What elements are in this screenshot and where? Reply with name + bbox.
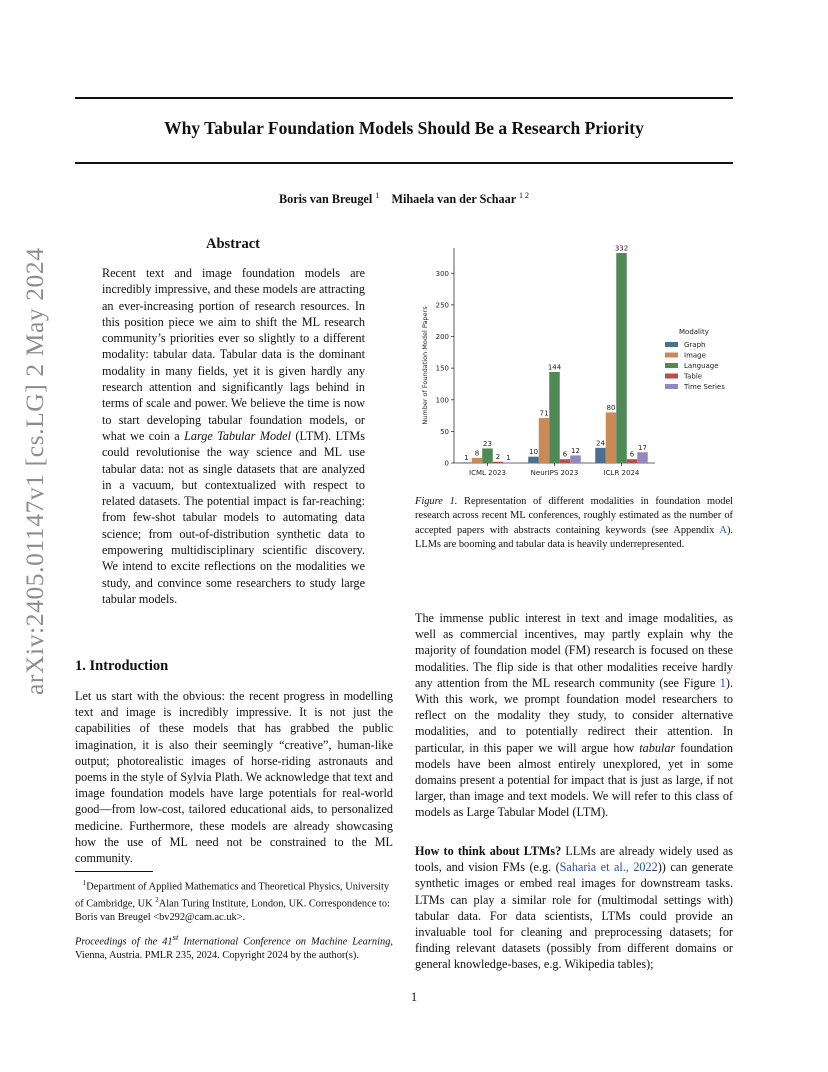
bar-data-label: 1: [464, 453, 469, 462]
bar-data-label: 6: [629, 450, 635, 459]
bar-table: [493, 462, 504, 463]
bar-time-series: [570, 455, 581, 463]
figure-1-chart: [410, 238, 740, 488]
bar-data-label: 17: [638, 443, 647, 452]
y-tick-label: 0: [444, 459, 449, 468]
bar-data-label: 80: [606, 403, 616, 412]
bar-data-label: 12: [571, 446, 580, 455]
legend-swatch: [665, 374, 678, 379]
top-rule: [75, 97, 733, 99]
legend-title: Modality: [679, 328, 709, 336]
bar-table: [560, 459, 571, 463]
intro-heading: 1. Introduction: [75, 658, 169, 674]
arxiv-stamp: arXiv:2405.01147v1 [cs.LG] 2 May 2024: [20, 247, 49, 695]
legend-entry: Graph: [684, 341, 706, 349]
abstract-body: Recent text and image foundation models are incredibly impressive, and these models are attracting an ever-increasing portion of research resources. In this position piece we aim to shift the ML research community’s priorities ever so slightly to a different modality: tabular data. Tabular data is the dominant modality in many fields, yet it is given hardly any research attention and significantly lags behind in terms of scale and power. We believe the time is now to start developing tabular foundation models, or what we coin a Large Tabular Model (LTM). LTMs could revolutionise the way science and ML use tabular data: not as single datasets that are analyzed in a vacuum, but contextualized with respect to related datasets. The potential impact is far-reaching: from few-shot tabular models to automating data science; from out-of-distribution synthetic data to empowering multidisciplinary scientific discovery. We intend to excite reflections on the modalities we study, and convince some researchers to study large tabular models.: [102, 266, 366, 606]
y-tick-label: 50: [440, 427, 449, 436]
saharia-citation-link[interactable]: Saharia et al., 2022: [559, 860, 658, 875]
y-tick-label: 250: [435, 301, 449, 310]
legend-entry: Language: [684, 362, 719, 370]
bar-table: [627, 459, 638, 463]
y-tick-label: 300: [435, 269, 449, 278]
bar-data-label: 24: [596, 439, 605, 448]
y-tick-label: 100: [435, 396, 449, 405]
bar-time-series: [503, 462, 514, 463]
author-1: Boris van Breugel: [279, 192, 373, 207]
legend-swatch: [665, 363, 678, 368]
y-tick-label: 150: [435, 364, 449, 373]
x-tick-label: ICML 2023: [469, 469, 506, 477]
right-paragraph-2: How to think about LTMs? LLMs are already widely used as tools, and vision FMs (e.g. (Saharia et al., 2022)) can generate synthetic images or embed real images for downstream tasks. LTMs can play a similar role for (multimodal settings with) tabular data. For data scientists, LTMs could provide an invaluable tool for cleaning and preprocessing datasets; for finding relevant datasets (possibly from different domains or general knowledge-bases, e.g. Wikipedia tables);: [415, 844, 733, 972]
proceedings-note: Proceedings of the 41st International Conference on Machine Learning, Vienna, Austria. PMLR 235, 2024. Copyright 2024 by the author(s).: [75, 932, 393, 961]
bar-graph: [461, 462, 472, 463]
x-tick-label: ICLR 2024: [603, 469, 640, 477]
page-number: 1: [410, 990, 418, 1004]
bar-data-label: 10: [529, 448, 538, 457]
bar-data-label: 6: [562, 450, 568, 459]
bar-language: [482, 448, 493, 463]
abstract-heading: Abstract: [206, 236, 260, 252]
bar-data-label: 144: [547, 363, 562, 372]
bar-graph: [528, 457, 539, 463]
footnote-affiliations: $^1$Department of Applied Mathematics and Theoretical Physics, University of Cambridge, UK $^2$Alan Turing Institute, London, UK. Correspondence to: Boris van Breugel <bv292@cam.ac.uk>.: [75, 879, 390, 923]
legend-entry: Image: [684, 351, 706, 360]
author-2: Mihaela van der Schaar: [391, 192, 516, 207]
intro-paragraph: Let us start with the obvious: the recent progress in modelling text and image is incredibly impressive. It is not just the capabilities of these models that has grabbed the public imagination, it is also their seemingly “creative”, human-like output; photorealistic images of horse-riding astronauts and poems in the style of Sylvia Plath. We acknowledge that text and image foundation models have large potentials for real-world good—from low-cost, tailored educational aids, to personalized medicine. Furthermore, these models are already showcasing how the use of ML need not be constrained to the ML community.: [75, 689, 393, 866]
x-tick-label: NeurIPS 2023: [530, 469, 579, 477]
bar-data-label: 332: [614, 244, 629, 253]
footnote-rule: [75, 871, 153, 872]
y-axis-label: Number of Foundation Model Papers: [421, 306, 429, 425]
bar-language: [549, 372, 560, 463]
right-paragraph-1: The immense public interest in text and image modalities, as well as commercial incentives, may partly explain why the majority of foundation model (FM) research is focused on these modalities. The flip side is that other modalities receive hardly any attention from the ML research community (see Figure 1). With this work, we prompt foundation model researchers to reflect on the modality they study, to consider alternative modalities, and to potentially redirect their attention. In particular, in this paper we will argue how tabular foundation models have been almost entirely unexplored, yet in some domains present a potential for impact that is just as large, if not larger, than image and text models. We will refer to this class of models as Large Tabular Model (LTM).: [415, 611, 733, 820]
y-tick-label: 200: [435, 333, 449, 342]
bar-image: [472, 458, 483, 463]
bar-data-label: 23: [483, 439, 492, 448]
legend-swatch: [665, 353, 678, 358]
author-line: [75, 191, 733, 207]
bar-language: [616, 253, 627, 463]
bar-graph: [595, 448, 606, 463]
paper-title: Why Tabular Foundation Models Should Be a Research Priority: [164, 118, 644, 138]
legend-entry: Table: [684, 372, 703, 381]
legend-entry: Time Series: [684, 383, 725, 391]
legend-swatch: [665, 384, 678, 389]
bar-data-label: 71: [539, 409, 549, 418]
appendix-link[interactable]: A: [719, 524, 727, 536]
author-2-affil: 1 2: [518, 191, 529, 200]
bar-image: [539, 418, 550, 463]
bar-data-label: 1: [506, 453, 511, 462]
bar-data-label: 2: [495, 453, 501, 462]
figure-1-caption: Figure 1. Representation of different modalities in foundation model research across recent ML conferences, roughly estimated as the number of accepted papers with abstracts containing keywords (see Appendix A). LLMs are booming and tabular data is heavily underrepresented.: [415, 496, 733, 550]
bar-image: [606, 412, 617, 463]
title-rule: [75, 162, 733, 164]
figure-1-link[interactable]: 1: [719, 675, 726, 690]
author-1-affil: 1: [375, 191, 380, 200]
bar-time-series: [637, 452, 648, 463]
bar-data-label: 8: [474, 449, 480, 458]
legend-swatch: [665, 342, 678, 347]
